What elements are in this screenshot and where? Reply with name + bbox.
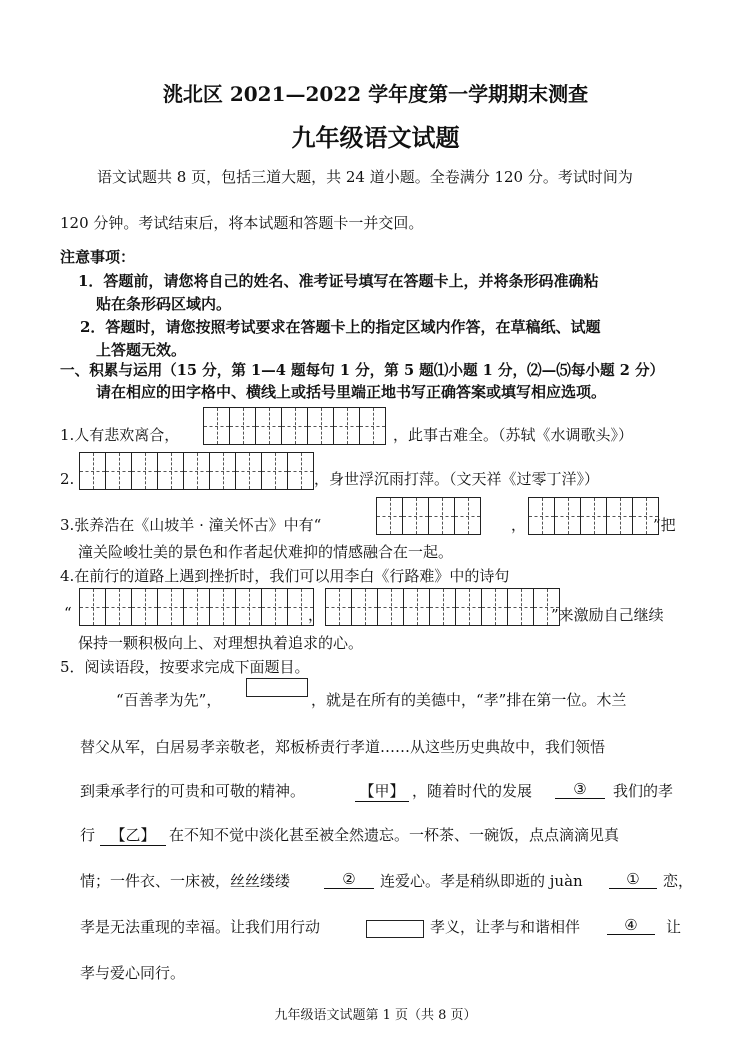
- q5-p3-a: 到秉承孝行的可贵和可敬的精神。: [80, 782, 306, 800]
- q5-p3-c: 我们的孝: [613, 782, 674, 800]
- q3-prefix: 3.张养浩在《山坡羊 · 潼关怀古》中有“: [60, 516, 322, 534]
- q4-line-3: 保持一颗积极向上、对理想执着追求的心。: [78, 634, 364, 652]
- q2-prefix: 2.: [60, 470, 75, 488]
- q5-blank-1b-wrap: [609, 870, 657, 889]
- q5-blank-3[interactable]: ③: [555, 780, 605, 799]
- q5-heading: 5．阅读语段，按要求完成下面题目。: [60, 658, 310, 676]
- q3-answer-grid-2[interactable]: [528, 497, 659, 535]
- q5-blank-juan[interactable]: ①: [609, 870, 657, 889]
- q5-blank-2[interactable]: ②: [324, 870, 374, 889]
- q4-suffix: ”来激励自己继续: [551, 606, 664, 624]
- section-1-heading: 一、积累与运用（15 分，第 1—4 题每句 1 分，第 5 题⑴小题 1 分，⑵—⑸每小题 2 分）: [60, 362, 665, 379]
- q5-blank-jia-wrap: [355, 780, 409, 802]
- q5-p1-a: “百善孝为先”，: [116, 691, 222, 709]
- q5-p6-b: 孝义，让孝与和谐相伴: [430, 918, 581, 936]
- q3-answer-grid-1[interactable]: [376, 497, 481, 535]
- q4-comma: ，: [308, 606, 324, 624]
- page-footer: 九年级语文试题第 1 页（共 8 页）: [274, 1008, 477, 1023]
- q5-blank-yi-wrap: [100, 824, 166, 846]
- q5-blank-yi[interactable]: 【乙】: [100, 824, 166, 846]
- q5-p1-b: ，就是在所有的美德中，“孝”排在第一位。木兰: [311, 691, 627, 709]
- q5-blank-2-wrap: [324, 870, 374, 889]
- notes-heading: 注意事项：: [60, 248, 136, 266]
- section-1-instruction: 请在相应的田字格中、横线上或括号里端正地书写正确答案或填写相应选项。: [96, 383, 607, 401]
- intro-line-1: 语文试题共 8 页，包括三道大题，共 24 道小题。全卷满分 120 分。考试时间为: [97, 168, 633, 186]
- q1-suffix: ，此事古难全。（苏轼《水调歌头》）: [393, 426, 634, 444]
- q5-blank-jia[interactable]: 【甲】: [355, 780, 409, 802]
- q4-answer-grid-1[interactable]: [79, 588, 314, 626]
- q5-p5-a: 情；一件衣、一床被，丝丝缕缕: [80, 872, 291, 890]
- note-item-1a: 1．答题前，请您将自己的姓名、准考证号填写在答题卡上，并将条形码准确粘: [78, 272, 599, 290]
- q5-blank-4-wrap: [607, 916, 655, 935]
- q5-p5-c: 恋，: [663, 872, 694, 890]
- q5-blank-1[interactable]: [246, 678, 308, 697]
- q5-p6-c: 让: [666, 918, 682, 936]
- q4-open-quote: “: [64, 604, 72, 622]
- q1-answer-grid[interactable]: [203, 407, 386, 445]
- q3-suffix: ”把: [653, 516, 676, 534]
- q5-p5-b: 连爱心。孝是稍纵即逝的 juàn: [380, 872, 583, 890]
- q5-p7: 孝与爱心同行。: [80, 964, 186, 982]
- page-subtitle: 九年级语文试题: [291, 123, 460, 152]
- q2-suffix: ，身世浮沉雨打萍。（文天祥《过零丁洋》）: [314, 470, 600, 488]
- q5-p4-a: 行: [80, 826, 96, 844]
- q5-blank-action[interactable]: [366, 920, 424, 938]
- q3-comma: ，: [511, 516, 527, 534]
- q4-answer-grid-2[interactable]: [325, 588, 560, 626]
- q5-p6-a: 孝是无法重现的幸福。让我们用行动: [80, 918, 321, 936]
- q3-line-2: 潼关险峻壮美的景色和作者起伏难抑的情感融合在一起。: [78, 543, 454, 561]
- q5-p4-b: 在不知不觉中淡化甚至被全然遗忘。一杯茶、一碗饭，点点滴滴见真: [169, 826, 620, 844]
- note-item-2b: 上答题无效。: [96, 341, 187, 359]
- q4-line-1: 4.在前行的道路上遇到挫折时，我们可以用李白《行路难》中的诗句: [60, 567, 510, 585]
- q5-p2: 替父从军，白居易孝亲敬老，郑板桥责行孝道……从这些历史典故中，我们领悟: [80, 738, 606, 756]
- note-item-2a: 2．答题时，请您按照考试要求在答题卡上的指定区域内作答，在草稿纸、试题: [80, 318, 601, 336]
- page-title: 洮北区 2021—2022 学年度第一学期期末测查: [162, 82, 589, 106]
- q5-p3-b: ，随着时代的发展: [412, 782, 533, 800]
- q2-answer-grid[interactable]: [79, 452, 314, 490]
- note-item-1b: 贴在条形码区域内。: [96, 295, 232, 313]
- q5-blank-3-wrap: [555, 780, 605, 799]
- q5-blank-4[interactable]: ④: [607, 916, 655, 935]
- q1-prefix: 1.人有悲欢离合，: [60, 426, 180, 444]
- intro-line-2: 120 分钟。考试结束后，将本试题和答题卡一并交回。: [60, 214, 424, 232]
